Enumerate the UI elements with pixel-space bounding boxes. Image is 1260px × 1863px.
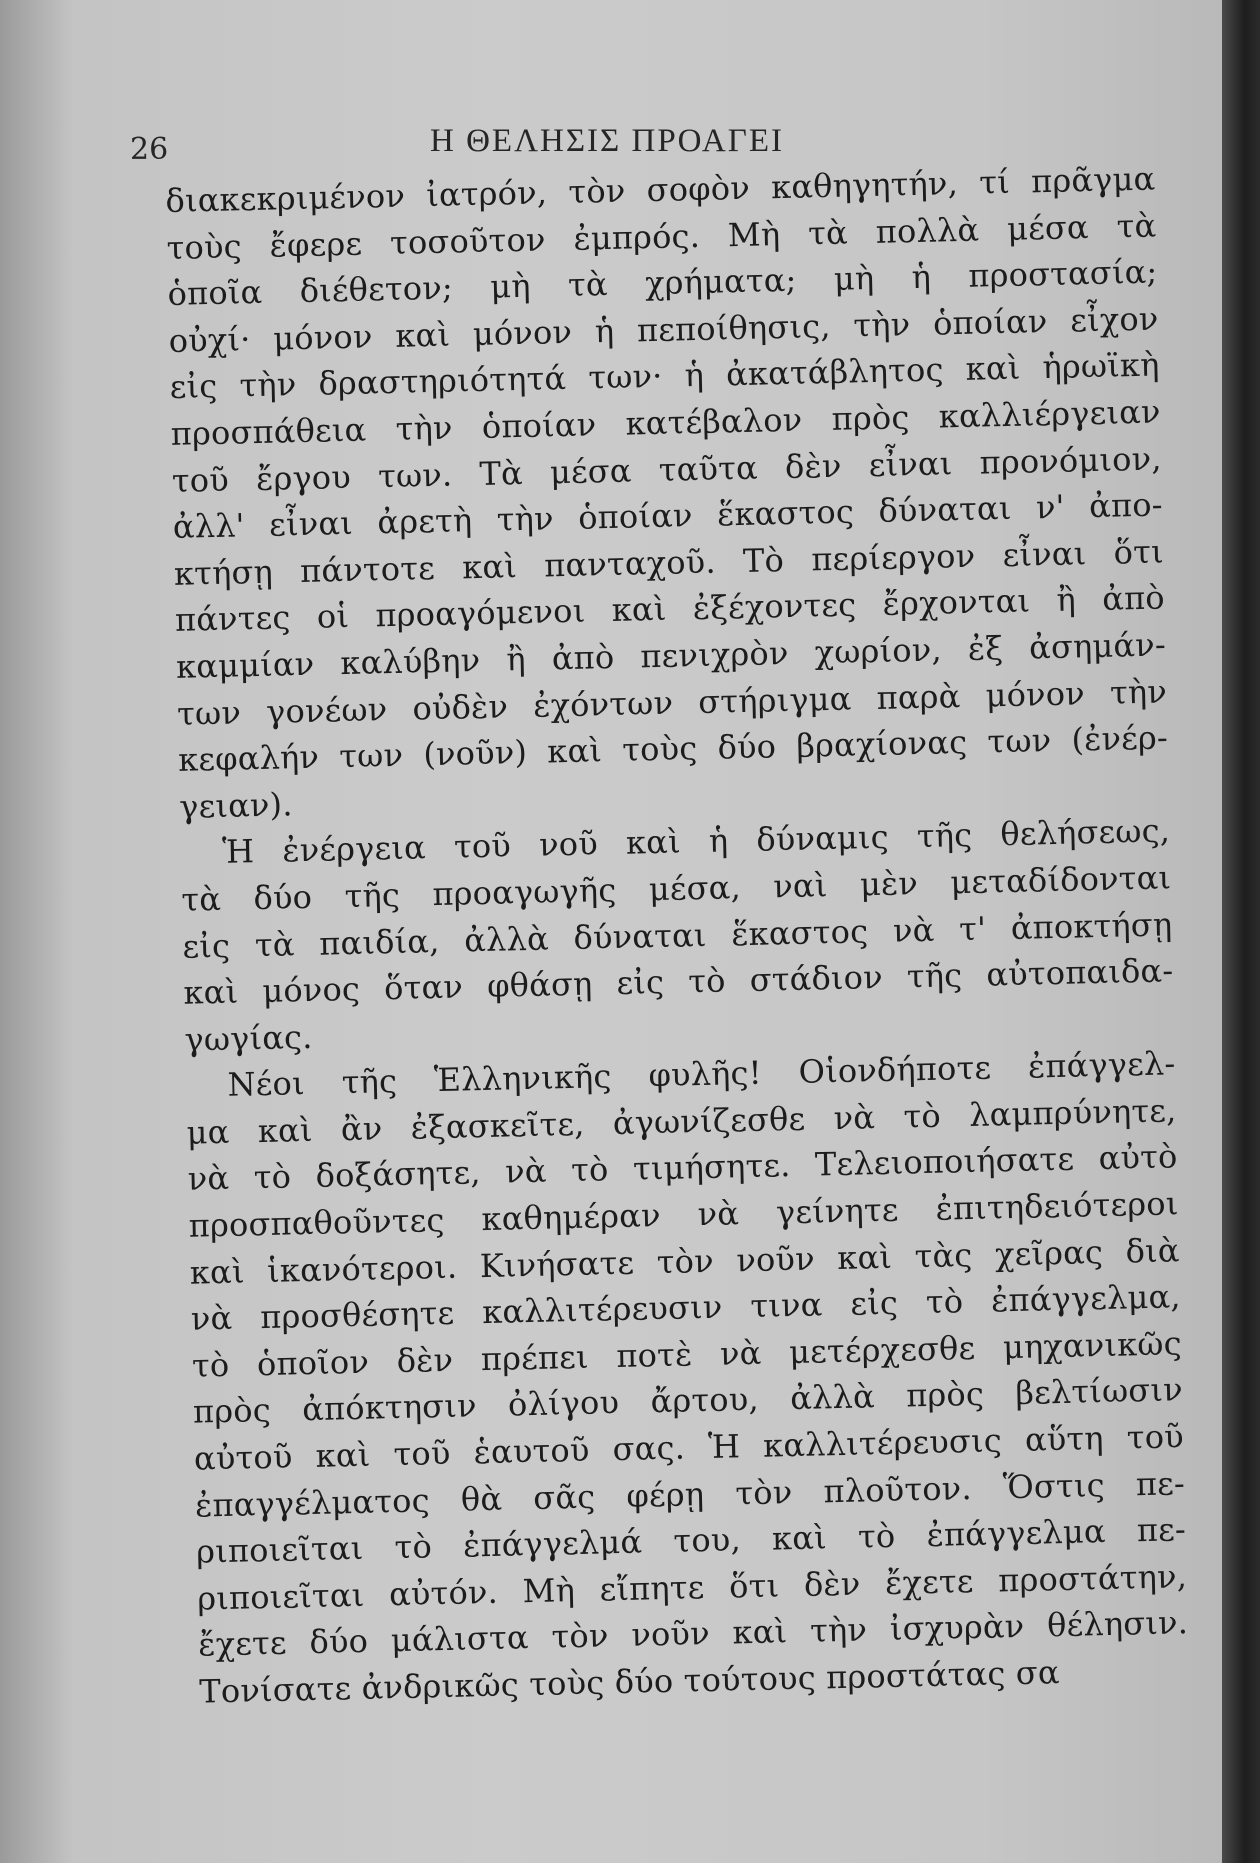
text-line: τὰ δύο τῆς προαγωγῆς μέσα, ναὶ μὲν μεταδίδονται xyxy=(180,858,1172,919)
page-binding-edge xyxy=(1222,0,1260,1863)
text-line: κεφαλήν των (νοῦν) καὶ τοὺς δύο βραχίονας των (ἐνέρ- xyxy=(177,718,1169,779)
text-line: κτήσῃ πάντοτε καὶ πανταχοῦ. Τὸ περίεργον εἶναι ὅτι xyxy=(173,532,1165,593)
text-line: ἔχετε δύο μάλιστα τὸν νοῦν καὶ τὴν ἰσχυρὰν θέλησιν. xyxy=(197,1603,1189,1665)
running-head: Η ΘΕΛΗΣΙΣ ΠΡΟΑΓΕΙ xyxy=(430,123,784,159)
text-line: καὶ μόνος ὅταν φθάσῃ εἰς τὸ στάδιον τῆς αὐτοπαιδα- xyxy=(183,951,1174,1012)
text-line: Νέοι τῆς Ἑλληνικῆς φυλῆς! Οἱονδήποτε ἐπάγγελ- xyxy=(227,1044,1176,1105)
text-line: Τονίσατε ἀνδρικῶς τοὺς δύο τούτους προστάτας σα xyxy=(198,1653,1061,1711)
text-line: πρὸς ἀπόκτησιν ὀλίγου ἄρτου, ἀλλὰ πρὸς βελτίωσιν xyxy=(192,1370,1184,1432)
text-line: πάντες οἱ προαγόμενοι καὶ ἐξέχοντες ἔρχονται ἢ ἀπὸ xyxy=(174,578,1166,640)
text-line: νὰ προσθέσητε καλλιτέρευσιν τινα εἰς τὸ ἐπάγγελμα, xyxy=(190,1277,1182,1338)
text-line: Ἡ ἐνέργεια τοῦ νοῦ καὶ ἡ δύναμις τῆς θελήσεως, xyxy=(221,811,1171,872)
text-line: εἰς τὴν δραστηριότητά των· ἡ ἀκατάβλητος καὶ ἡρωϊκὴ xyxy=(169,345,1160,407)
text-line: μα καὶ ἂν ἐξασκεῖτε, ἀγωνίζεσθε νὰ τὸ λαμπρύνητε, xyxy=(186,1091,1177,1152)
text-line: διακεκριμένον ἰατρόν, τὸν σοφὸν καθηγητήν, τί πρᾶγμα xyxy=(165,159,1156,220)
text-line: ριποιεῖται τὸ ἐπάγγελμά του, καὶ τὸ ἐπάγγελμα πε- xyxy=(195,1510,1187,1571)
text-line: γειαν). xyxy=(178,784,294,826)
text-line: καμμίαν καλύβην ἢ ἀπὸ πενιχρὸν χωρίον, ἐξ ἀσημάν- xyxy=(175,625,1167,686)
text-line: τοὺς ἔφερε τοσοῦτον ἐμπρός. Μὴ τὰ πολλὰ μέσα τὰ xyxy=(166,206,1157,267)
text-line: ὁποῖα διέθετον; μὴ τὰ χρήματα; μὴ ἡ προστασία; xyxy=(167,252,1158,314)
text-line: οὐχί· μόνον καὶ μόνον ἡ πεποίθησις, τὴν ὁποίαν εἶχον xyxy=(168,299,1159,360)
text-line: καὶ ἱκανότεροι. Κινήσατε τὸν νοῦν καὶ τὰς χεῖρας διὰ xyxy=(189,1230,1181,1292)
page-number: 26 xyxy=(130,132,169,167)
text-line: τὸ ὁποῖον δὲν πρέπει ποτὲ νὰ μετέρχεσθε μηχανικῶς xyxy=(191,1324,1183,1385)
text-line: ριποιεῖται αὐτόν. Μὴ εἴπητε ὅτι δὲν ἔχετε προστάτην, xyxy=(196,1556,1188,1618)
text-line: νὰ τὸ δοξάσητε, νὰ τὸ τιμήσητε. Τελειοποιήσατε αὐτὸ xyxy=(187,1137,1178,1199)
text-line: γωγίας. xyxy=(184,1017,313,1059)
text-line: ἐπαγγέλματος θὰ σᾶς φέρῃ τὸν πλοῦτον. Ὅστις πε- xyxy=(194,1463,1186,1525)
text-line: των γονέων οὐδὲν ἐχόντων στήριγμα παρὰ μόνον τὴν xyxy=(176,671,1168,733)
text-line: αὐτοῦ καὶ τοῦ ἑαυτοῦ σας. Ἡ καλλιτέρευσις αὕτη τοῦ xyxy=(193,1417,1185,1478)
text-line: ἀλλ' εἶναι ἀρετὴ τὴν ὁποίαν ἕκαστος δύναται ν' ἀπο- xyxy=(172,485,1164,547)
body-text xyxy=(165,156,1190,1716)
text-line: τοῦ ἔργου των. Τὰ μέσα ταῦτα δὲν εἶναι προνόμιον, xyxy=(171,439,1163,500)
text-line: εἰς τὰ παιδία, ἀλλὰ δύναται ἕκαστος νὰ τ' ἀποκτήσῃ xyxy=(182,904,1173,966)
text-line: προσπάθεια τὴν ὁποίαν κατέβαλον πρὸς καλλιέργειαν xyxy=(170,392,1161,453)
text-line: προσπαθοῦντες καθημέραν νὰ γείνητε ἐπιτηδειότεροι xyxy=(188,1184,1179,1245)
